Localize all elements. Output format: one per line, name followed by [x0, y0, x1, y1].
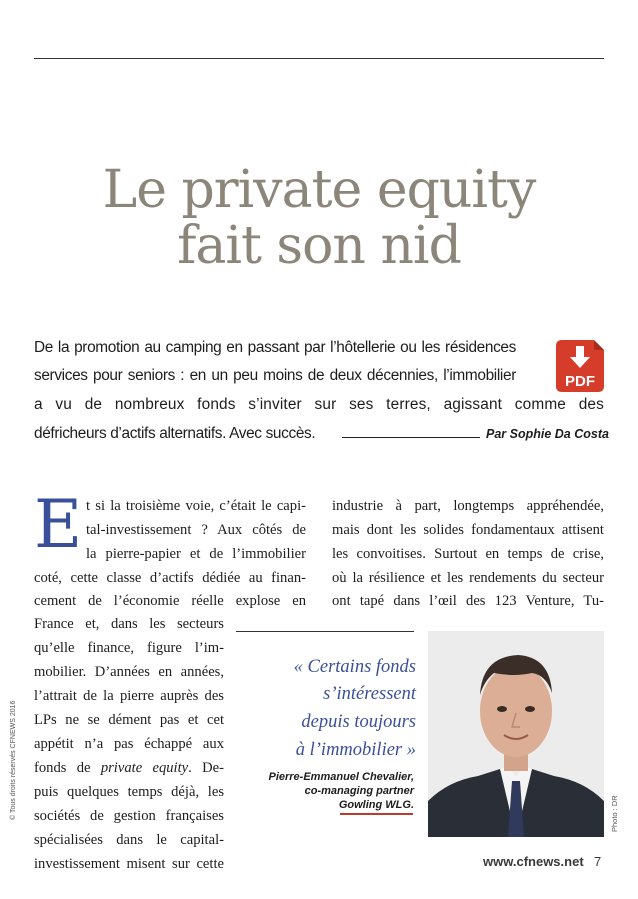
- byline: Par Sophie Da Costa: [486, 427, 609, 441]
- pullquote-line: « Certains fonds: [293, 657, 416, 677]
- body-line: France et, dans les secteurs: [34, 616, 224, 632]
- copyright-vertical: © Tous droits réservés CFNEWS 2016: [10, 700, 17, 820]
- body-line: mais dont les solides fondamentaux attisent: [332, 522, 604, 538]
- pullquote-line: s’intéressent: [323, 684, 416, 704]
- body-line: les convoitises. Surtout en temps de crise,: [332, 546, 604, 562]
- body-line: appétit n’a pas échappé aux: [34, 736, 224, 752]
- body-line: investissement misent sur cette: [34, 856, 224, 872]
- portrait-photo: [428, 631, 604, 837]
- body-line: où la résilience et les rendements du secteur: [332, 570, 604, 586]
- byline-rule: [342, 437, 480, 438]
- body-line: mobilier. D’années en années,: [34, 664, 224, 680]
- pdf-download-icon[interactable]: [556, 340, 604, 392]
- body-line: l’attrait de la pierre auprès des: [34, 688, 224, 704]
- headline-line-2: fait son nid: [177, 216, 461, 276]
- quote-credit-role: co-managing partner: [304, 785, 414, 797]
- quote-credit-name: Pierre-Emmanuel Chevalier,: [268, 771, 414, 783]
- drop-cap: E: [34, 486, 83, 563]
- body-line: la pierre-papier et de l’immobilier: [86, 546, 306, 562]
- body-line: sociétés de gestion françaises: [34, 808, 224, 824]
- footer-url[interactable]: www.cfnews.net: [483, 854, 584, 869]
- body-line: [34, 759, 224, 777]
- body-line: industrie à part, longtemps appréhendée,: [332, 498, 604, 514]
- body-line: puis quelques temps déjà, les: [34, 784, 224, 800]
- body-line: coté, cette classe d’actifs dédiée au finan-: [34, 570, 306, 586]
- headline-line-1: Le private equity: [102, 160, 536, 220]
- body-line: spécialisées dans le capital-: [34, 832, 224, 848]
- body-text: fonds de private equity. De-: [34, 760, 224, 776]
- pullquote-line: à l’immobilier »: [295, 740, 416, 760]
- body-line: ont tapé dans l’œil des 123 Venture, Tu-: [332, 593, 604, 609]
- page-number: 7: [594, 854, 602, 869]
- lead-line-4: défricheurs d’actifs alternatifs. Avec succès.: [34, 425, 316, 442]
- lead-line-1: De la promotion au camping en passant par l’hôtellerie ou les résidences: [34, 339, 516, 356]
- body-line: cement de l’économie réelle explose en: [34, 593, 306, 609]
- quote-credit-firm: Gowling WLG.: [338, 799, 414, 811]
- body-line: qu’elle finance, figure l’im-: [34, 640, 224, 656]
- lead-line-3: a vu de nombreux fonds s’inviter sur ses terres, agissant comme des: [34, 396, 604, 413]
- firm-underline: [340, 813, 413, 815]
- body-line: t si la troisième voie, c’était le capi-: [86, 498, 306, 514]
- body-line: tal-investissement ? Aux côtés de: [86, 522, 306, 538]
- photo-credit: Photo : DR: [610, 795, 619, 832]
- top-rule: [34, 58, 604, 59]
- body-line: LPs ne se dément pas et cet: [34, 712, 224, 728]
- pullquote-line: depuis toujours: [301, 712, 416, 732]
- pdf-label: PDF: [565, 373, 595, 390]
- lead-line-2: services pour seniors : en un peu moins de deux décennies, l’immobilier: [34, 367, 516, 384]
- quote-rule: [236, 631, 414, 632]
